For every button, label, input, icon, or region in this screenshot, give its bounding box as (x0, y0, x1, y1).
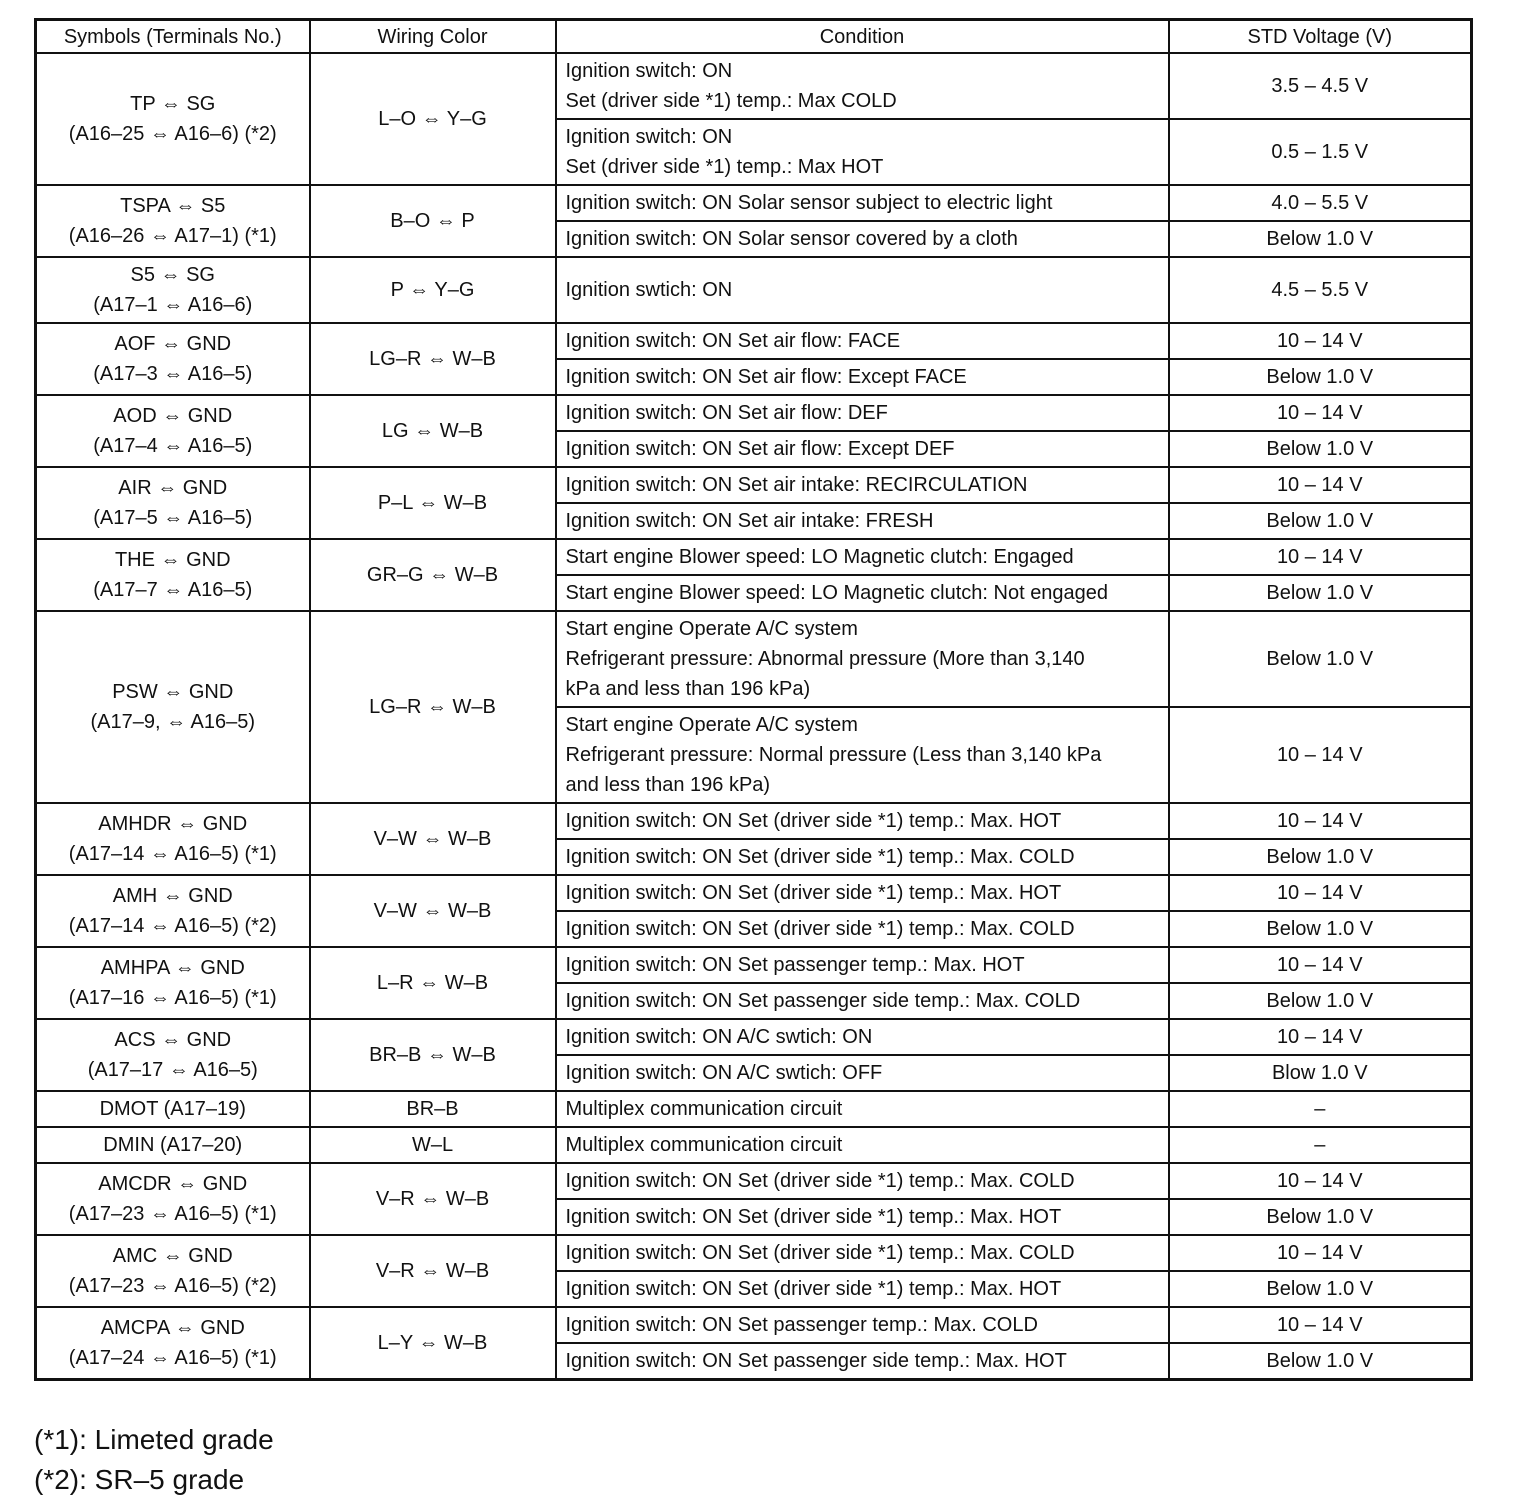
wiring-color-cell: P–L ⇔ W–B (310, 467, 556, 539)
symbol-cell (36, 467, 310, 539)
wiring-color-cell: V–R ⇔ W–B (310, 1235, 556, 1307)
wiring-color-cell: BR–B ⇔ W–B (310, 1019, 556, 1091)
std-voltage-cell: 10 – 14 V (1169, 467, 1472, 503)
condition-line: Multiplex communication circuit (565, 1134, 843, 1156)
condition-cell (556, 947, 1169, 983)
symbol-cell (36, 395, 310, 467)
condition-line: Ignition switch: ON Set air flow: DEF (565, 402, 888, 424)
condition-line: Ignition switch: ON Set (driver side *1) temp.: Max. HOT (565, 810, 1062, 832)
condition-line: Ignition switch: ON Solar sensor covered by a cloth (565, 228, 1018, 250)
symbol-cell (36, 185, 310, 257)
table-row (36, 539, 1472, 575)
condition-cell (556, 53, 1169, 119)
symbol-cell (36, 803, 310, 875)
table-row (36, 611, 1472, 707)
symbol-cell (36, 257, 310, 323)
std-voltage-cell: Below 1.0 V (1169, 1199, 1472, 1235)
symbol-pair: AMCDR ⇔ GND (98, 1173, 248, 1195)
std-voltage-cell: – (1169, 1127, 1472, 1163)
symbol-pair: AOF ⇔ GND (114, 333, 232, 355)
symbol-pair: AOD ⇔ GND (113, 405, 233, 427)
condition-line: Ignition switch: ON Set passenger temp.: Max. COLD (565, 1314, 1038, 1336)
std-voltage-cell: 10 – 14 V (1169, 539, 1472, 575)
condition-cell (556, 221, 1169, 257)
condition-cell (556, 539, 1169, 575)
std-voltage-cell: 10 – 14 V (1169, 1163, 1472, 1199)
table-row (36, 395, 1472, 431)
header-wiring-color: Wiring Color (310, 20, 556, 54)
symbol-pair: TSPA ⇔ S5 (120, 195, 226, 217)
table-row (36, 1307, 1472, 1343)
condition-cell (556, 1343, 1169, 1380)
condition-cell (556, 803, 1169, 839)
wiring-color-cell: LG–R ⇔ W–B (310, 323, 556, 395)
symbol-cell (36, 611, 310, 803)
std-voltage-cell: Below 1.0 V (1169, 359, 1472, 395)
condition-line: Ignition switch: ON Set (driver side *1) temp.: Max. COLD (565, 846, 1075, 868)
std-voltage-cell: 0.5 – 1.5 V (1169, 119, 1472, 185)
symbol-pair: PSW ⇔ GND (112, 681, 234, 703)
condition-line: kPa and less than 196 kPa) (565, 678, 811, 700)
condition-line: Multiplex communication circuit (565, 1098, 843, 1120)
condition-line: Refrigerant pressure: Normal pressure (Less than 3,140 kPa (565, 744, 1102, 766)
condition-cell (556, 1163, 1169, 1199)
table-row (36, 323, 1472, 359)
terminal-numbers: (A17–16 ⇔ A16–5) (*1) (68, 987, 277, 1009)
symbol-pair: DMOT (A17–19) (99, 1098, 246, 1120)
wiring-color-cell: P ⇔ Y–G (310, 257, 556, 323)
table-row (36, 1091, 1472, 1127)
condition-cell (556, 707, 1169, 803)
header-row (36, 20, 1472, 54)
condition-line: Ignition switch: ON Set passenger side temp.: Max. HOT (565, 1350, 1067, 1372)
std-voltage-cell: Below 1.0 V (1169, 503, 1472, 539)
condition-line: Ignition switch: ON A/C swtich: OFF (565, 1062, 883, 1084)
symbol-pair: AMHDR ⇔ GND (98, 813, 248, 835)
table-row (36, 1235, 1472, 1271)
condition-line: Ignition switch: ON Set (driver side *1) temp.: Max. COLD (565, 1242, 1075, 1264)
condition-cell (556, 257, 1169, 323)
condition-cell (556, 1019, 1169, 1055)
footnotes (34, 1420, 274, 1500)
symbol-cell (36, 1091, 310, 1127)
condition-cell (556, 1091, 1169, 1127)
condition-line: Refrigerant pressure: Abnormal pressure (More than 3,140 (565, 648, 1085, 670)
condition-cell (556, 185, 1169, 221)
table-row (36, 947, 1472, 983)
table-row (36, 1163, 1472, 1199)
condition-line: Ignition switch: ON Set (driver side *1) temp.: Max. COLD (565, 1170, 1075, 1192)
std-voltage-cell: Below 1.0 V (1169, 431, 1472, 467)
symbol-pair: DMIN (A17–20) (103, 1134, 243, 1156)
wiring-color-cell: LG ⇔ W–B (310, 395, 556, 467)
condition-cell (556, 467, 1169, 503)
std-voltage-cell: 10 – 14 V (1169, 875, 1472, 911)
condition-cell (556, 911, 1169, 947)
condition-cell (556, 1271, 1169, 1307)
symbol-cell (36, 1307, 310, 1380)
std-voltage-cell: Below 1.0 V (1169, 611, 1472, 707)
std-voltage-cell: Below 1.0 V (1169, 1271, 1472, 1307)
std-voltage-cell: 3.5 – 4.5 V (1169, 53, 1472, 119)
wiring-color-cell: V–R ⇔ W–B (310, 1163, 556, 1235)
terminal-numbers: (A17–14 ⇔ A16–5) (*1) (68, 843, 277, 865)
condition-cell (556, 983, 1169, 1019)
condition-cell (556, 503, 1169, 539)
symbol-pair: AMC ⇔ GND (112, 1245, 233, 1267)
wiring-color-cell: B–O ⇔ P (310, 185, 556, 257)
condition-cell (556, 1055, 1169, 1091)
condition-cell (556, 431, 1169, 467)
condition-line: Ignition switch: ON Set (driver side *1) temp.: Max. HOT (565, 882, 1062, 904)
header-symbols: Symbols (Terminals No.) (36, 20, 310, 54)
symbol-cell (36, 947, 310, 1019)
symbol-pair: AMHPA ⇔ GND (100, 957, 245, 979)
symbol-pair: AMH ⇔ GND (112, 885, 233, 907)
table-row (36, 875, 1472, 911)
terminal-numbers: (A17–23 ⇔ A16–5) (*1) (68, 1203, 277, 1225)
condition-line: Ignition switch: ON (565, 60, 733, 82)
std-voltage-cell: Below 1.0 V (1169, 575, 1472, 611)
condition-line: Ignition switch: ON Set (driver side *1) temp.: Max. HOT (565, 1206, 1062, 1228)
condition-cell (556, 839, 1169, 875)
condition-line: Ignition switch: ON Solar sensor subject to electric light (565, 192, 1053, 214)
symbol-cell (36, 875, 310, 947)
std-voltage-cell: 10 – 14 V (1169, 707, 1472, 803)
symbol-cell (36, 1019, 310, 1091)
terminal-numbers: (A17–23 ⇔ A16–5) (*2) (68, 1275, 277, 1297)
std-voltage-cell: Below 1.0 V (1169, 911, 1472, 947)
condition-line: Ignition switch: ON Set passenger side temp.: Max. COLD (565, 990, 1081, 1012)
std-voltage-cell: Below 1.0 V (1169, 221, 1472, 257)
wiring-color-cell: L–O ⇔ Y–G (310, 53, 556, 185)
terminal-numbers: (A17–7 ⇔ A16–5) (93, 579, 253, 601)
terminal-numbers: (A17–17 ⇔ A16–5) (87, 1059, 258, 1081)
condition-cell (556, 359, 1169, 395)
wiring-color-cell: L–R ⇔ W–B (310, 947, 556, 1019)
std-voltage-cell: 10 – 14 V (1169, 947, 1472, 983)
terminal-numbers: (A16–25 ⇔ A16–6) (*2) (68, 123, 277, 145)
symbol-cell (36, 1235, 310, 1307)
symbol-pair: THE ⇔ GND (114, 549, 231, 571)
table-body (36, 53, 1472, 1380)
condition-line: Start engine Blower speed: LO Magnetic clutch: Not engaged (565, 582, 1109, 604)
symbol-cell (36, 1127, 310, 1163)
std-voltage-cell: Below 1.0 V (1169, 1343, 1472, 1380)
terminal-voltage-table-container (34, 18, 1470, 1381)
symbol-pair: AIR ⇔ GND (118, 477, 228, 499)
condition-cell (556, 395, 1169, 431)
condition-line: Ignition switch: ON Set passenger temp.: Max. HOT (565, 954, 1025, 976)
condition-line: Set (driver side *1) temp.: Max HOT (565, 156, 884, 178)
terminal-numbers: (A17–24 ⇔ A16–5) (*1) (68, 1347, 277, 1369)
condition-line: Ignition switch: ON Set air flow: Except DEF (565, 438, 955, 460)
condition-cell (556, 1127, 1169, 1163)
symbol-cell (36, 323, 310, 395)
wiring-color-cell: L–Y ⇔ W–B (310, 1307, 556, 1380)
symbol-pair: TP ⇔ SG (130, 93, 216, 115)
std-voltage-cell: 10 – 14 V (1169, 323, 1472, 359)
terminal-numbers: (A17–4 ⇔ A16–5) (93, 435, 253, 457)
std-voltage-cell: 10 – 14 V (1169, 1235, 1472, 1271)
terminal-numbers: (A17–14 ⇔ A16–5) (*2) (68, 915, 277, 937)
std-voltage-cell: – (1169, 1091, 1472, 1127)
table-row (36, 257, 1472, 323)
terminal-numbers: (A17–1 ⇔ A16–6) (93, 294, 253, 316)
header-std-voltage: STD Voltage (V) (1169, 20, 1472, 54)
condition-line: Ignition switch: ON Set (driver side *1) temp.: Max. COLD (565, 918, 1075, 940)
table-row (36, 1019, 1472, 1055)
wiring-color-cell: GR–G ⇔ W–B (310, 539, 556, 611)
std-voltage-cell: 10 – 14 V (1169, 803, 1472, 839)
terminal-voltage-table (34, 18, 1473, 1381)
header-condition: Condition (556, 20, 1169, 54)
wiring-color-cell: W–L (310, 1127, 556, 1163)
wiring-color-cell: V–W ⇔ W–B (310, 875, 556, 947)
std-voltage-cell: Blow 1.0 V (1169, 1055, 1472, 1091)
condition-line: and less than 196 kPa) (565, 774, 771, 796)
symbol-cell (36, 1163, 310, 1235)
terminal-numbers: (A16–26 ⇔ A17–1) (*1) (68, 225, 277, 247)
std-voltage-cell: 4.5 – 5.5 V (1169, 257, 1472, 323)
terminal-numbers: (A17–3 ⇔ A16–5) (93, 363, 253, 385)
condition-line: Ignition switch: ON Set air intake: FRESH (565, 510, 934, 532)
condition-line: Start engine Operate A/C system (565, 618, 858, 640)
wiring-color-cell: LG–R ⇔ W–B (310, 611, 556, 803)
condition-cell (556, 1235, 1169, 1271)
symbol-pair: AMCPA ⇔ GND (100, 1317, 245, 1339)
condition-line: Start engine Blower speed: LO Magnetic clutch: Engaged (565, 546, 1074, 568)
wiring-color-cell: BR–B (310, 1091, 556, 1127)
symbol-cell (36, 53, 310, 185)
terminal-numbers: (A17–5 ⇔ A16–5) (93, 507, 253, 529)
condition-cell (556, 119, 1169, 185)
std-voltage-cell: 10 – 14 V (1169, 1307, 1472, 1343)
condition-cell (556, 575, 1169, 611)
condition-line: Set (driver side *1) temp.: Max COLD (565, 90, 897, 112)
condition-line: Start engine Operate A/C system (565, 714, 858, 736)
condition-line: Ignition switch: ON Set air flow: Except FACE (565, 366, 967, 388)
terminal-numbers: (A17–9, ⇔ A16–5) (90, 711, 256, 733)
wiring-color-cell: V–W ⇔ W–B (310, 803, 556, 875)
std-voltage-cell: 10 – 14 V (1169, 395, 1472, 431)
condition-line: Ignition switch: ON (565, 126, 733, 148)
condition-line: Ignition switch: ON Set air flow: FACE (565, 330, 901, 352)
condition-cell (556, 875, 1169, 911)
table-row (36, 1127, 1472, 1163)
symbol-pair: ACS ⇔ GND (114, 1029, 232, 1051)
symbol-cell (36, 539, 310, 611)
std-voltage-cell: Below 1.0 V (1169, 983, 1472, 1019)
std-voltage-cell: Below 1.0 V (1169, 839, 1472, 875)
table-row (36, 53, 1472, 119)
table-row (36, 467, 1472, 503)
condition-line: Ignition swtich: ON (565, 279, 733, 301)
condition-cell (556, 611, 1169, 707)
footnote-grade-1: (*1): Limeted grade (34, 1424, 274, 1455)
table-row (36, 803, 1472, 839)
symbol-pair: S5 ⇔ SG (130, 264, 215, 286)
footnote-grade-2: (*2): SR–5 grade (34, 1464, 245, 1495)
std-voltage-cell: 10 – 14 V (1169, 1019, 1472, 1055)
table-row (36, 185, 1472, 221)
condition-line: Ignition switch: ON Set (driver side *1) temp.: Max. HOT (565, 1278, 1062, 1300)
condition-cell (556, 323, 1169, 359)
condition-cell (556, 1307, 1169, 1343)
condition-cell (556, 1199, 1169, 1235)
std-voltage-cell: 4.0 – 5.5 V (1169, 185, 1472, 221)
condition-line: Ignition switch: ON Set air intake: RECIRCULATION (565, 474, 1028, 496)
condition-line: Ignition switch: ON A/C swtich: ON (565, 1026, 873, 1048)
